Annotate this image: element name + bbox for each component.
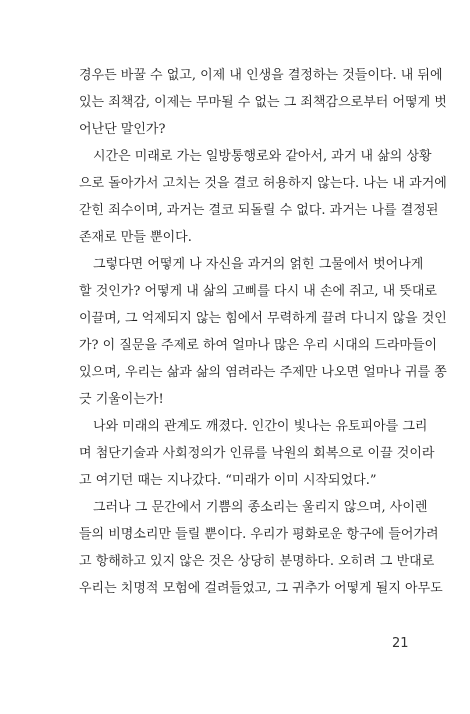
text-line: 이끌며, 그 억제되지 않는 힘에서 무력하게 끌려 다니지 않을 것인 bbox=[79, 311, 447, 326]
text-line: 있으며, 우리는 삶과 삶의 염려라는 주제만 나오면 얼마나 귀를 쫑 bbox=[79, 365, 447, 380]
text-line: 들의 비명소리만 들릴 뿐이다. 우리가 평화로운 항구에 들어가려 bbox=[79, 527, 439, 542]
text-line: 그렇다면 어떻게 나 자신을 과거의 얽힌 그물에서 벗어나게 bbox=[93, 257, 424, 272]
text-line: 가? 이 질문을 주제로 하여 얼마나 많은 우리 시대의 드라마들이 bbox=[79, 338, 438, 353]
text-line: 고 항해하고 있지 않은 것은 상당히 분명하다. 오히려 그 반대로 bbox=[79, 554, 435, 569]
text-line: 며 첨단기술과 사회정의가 인류를 낙원의 회복으로 이끌 것이라 bbox=[79, 446, 435, 461]
body-text bbox=[79, 62, 447, 602]
text-line: 갇힌 죄수이며, 과거는 결코 되돌릴 수 없다. 과거는 나를 결정된 bbox=[79, 203, 439, 218]
text-line: 경우든 바꿀 수 없고, 이제 내 인생을 결정하는 것들이다. 내 뒤에 bbox=[79, 68, 443, 83]
text-line: 할 것인가? 어떻게 내 삶의 고삐를 다시 내 손에 쥐고, 내 뜻대로 bbox=[79, 284, 437, 299]
text-line: 시간은 미래로 가는 일방통행로와 같아서, 과거 내 삶의 상황 bbox=[93, 149, 432, 164]
text-line: 으로 돌아가서 고치는 것을 결코 허용하지 않는다. 나는 내 과거에 bbox=[79, 176, 447, 191]
text-line: 있는 죄책감, 이제는 무마될 수 없는 그 죄책감으로부터 어떻게 벗 bbox=[79, 95, 447, 110]
text-line: 나와 미래의 관계도 깨졌다. 인간이 빛나는 유토피아를 그리 bbox=[93, 419, 428, 434]
text-line: 존재로 만들 뿐이다. bbox=[79, 230, 192, 245]
text-line: 긋 기울이는가! bbox=[79, 392, 164, 407]
text-line: 우리는 치명적 모험에 걸려들었고, 그 귀추가 어떻게 될지 아무도 bbox=[79, 581, 443, 596]
page-number: 21 bbox=[392, 636, 409, 651]
text-line: 그러나 그 문간에서 기쁨의 종소리는 울리지 않으며, 사이렌 bbox=[93, 500, 428, 515]
text-line: 고 여기던 때는 지나갔다. “미래가 이미 시작되었다.” bbox=[79, 473, 377, 488]
text-line: 어난단 말인가? bbox=[79, 122, 166, 137]
